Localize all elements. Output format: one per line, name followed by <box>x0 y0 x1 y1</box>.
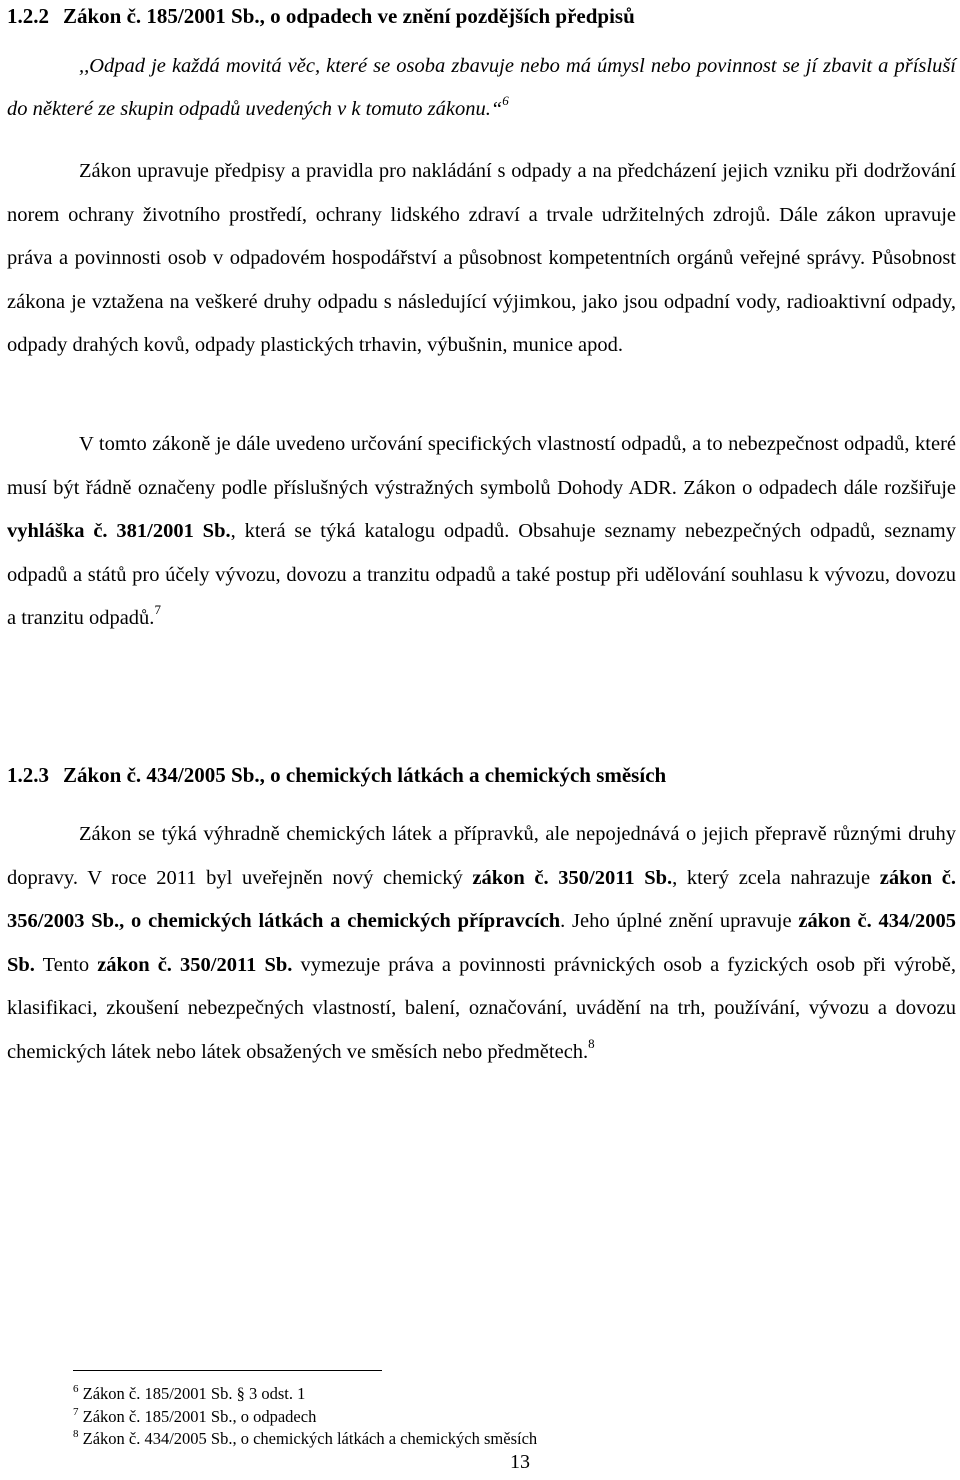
footnote-item <box>73 1383 537 1406</box>
quote-close: “ <box>490 98 503 120</box>
bold-law-reference: zákon č. 350/2011 Sb. <box>472 866 673 889</box>
section-heading-1-2-3 <box>7 763 666 788</box>
footnote-text: Zákon č. 185/2001 Sb., o odpadech <box>82 1406 317 1426</box>
paragraph-text: , který zcela nahrazuje <box>672 866 880 889</box>
law-subtitle: , o chemických látkách a chemických směsích <box>259 763 667 787</box>
page-number: 13 <box>510 1451 530 1473</box>
footnote-number: 6 <box>73 1383 79 1395</box>
footnote-number: 7 <box>73 1405 79 1418</box>
paragraph-text: Tento <box>34 953 98 976</box>
footnotes <box>73 1383 537 1451</box>
paragraph-text: , která se týká katalogu odpadů. Obsahuje seznamy nebezpečných odpadů, seznamy odpadů a států pro účely vývozu, dovozu a tranzitu odpadů a také postup při udělování souhlasu k vývozu, dovozu a tranzitu odpadů. <box>7 520 956 629</box>
footnote-text: Zákon č. 434/2005 Sb., o chemických látkách a chemických směsích <box>82 1429 538 1448</box>
paragraph-intro: Zákon upravuje předpisy a pravidla pro nakládání s odpady a na předcházení jejich vzniku při dodržování norem ochrany životního prostředí, ochrany lidského zdraví a trvale udržitelných zdrojů. Dále zákon upravuje práva a povinnosti osob v odpadovém hospodářství a působnost kompetentních orgánů veřejné správy. Působnost zákona je vztažena na veškeré druhy odpadu s následující výjimkou, jako jsou odpadní vody, radioaktivní odpady, odpady drahých kovů, odpady plastických trhavin, výbušnin, munice apod. <box>7 160 956 356</box>
footnote-separator <box>73 1370 382 1371</box>
law-subtitle: , o odpadech ve znění pozdějších předpisů <box>259 4 635 28</box>
quote-text: ,,Odpad je každá movitá věc, které se osoba zbavuje nebo má úmysl nebo povinnost se jí zbavit a přísluší do některé ze skupin odpadů uvedených v k tomuto zákonu. <box>7 55 956 120</box>
section-number: 1.2.2 <box>7 4 49 28</box>
footnote-ref-8[interactable]: 8 <box>588 1035 595 1051</box>
bold-law-reference: zákon č. 350/2011 Sb. <box>97 953 293 976</box>
paragraph-text: Zákon se týká výhradně chemických látek a přípravků, ale nepojednává o jejich přepravě různými druhy dopravy. V roce 2011 byl uveřejněn nový chemický <box>7 823 956 889</box>
paragraph-text: V tomto zákoně je dále uvedeno určování specifických vlastností odpadů, a to nebezpečnost odpadů, které musí být řádně označeny podle příslušných výstražných symbolů Dohody ADR. Zákon o odpadech dále rozšiřuje <box>7 433 956 499</box>
footnote-number: 8 <box>73 1428 79 1440</box>
bold-law-reference: zákon č. 434/2005 Sb. <box>7 910 957 976</box>
section-heading-1-2-2 <box>7 4 635 29</box>
section-number: 1.2.3 <box>7 763 49 787</box>
footnote-text: Zákon č. 185/2001 Sb. § 3 odst. 1 <box>82 1384 306 1403</box>
paragraph-text: . Jeho úplné znění upravuje <box>560 910 799 932</box>
footnote-ref-7[interactable]: 7 <box>154 602 161 617</box>
footnote-ref-6[interactable]: 6 <box>502 93 509 108</box>
footnote-item <box>73 1428 537 1451</box>
law-title: Zákon č. 434/2005 Sb. <box>63 763 260 787</box>
footnote-item <box>73 1406 537 1429</box>
paragraph-chemicals <box>7 813 956 1074</box>
paragraph-adr <box>7 423 956 641</box>
paragraph-text: vymezuje práva a povinnosti právnických osob a fyzických osob při výrobě, klasifikaci, zkoušení nebezpečných vlastností, balení, označování, uvádění na trh, používání, vývozu a dovozu chemických látek nebo látek obsažených ve směsích nebo předmětech. <box>7 953 957 1063</box>
law-title: Zákon č. 185/2001 Sb. <box>63 4 260 28</box>
bold-law-reference: zákon č. 356/2003 Sb., o chemických látkách a chemických přípravcích <box>7 866 957 932</box>
bold-law-reference: vyhláška č. 381/2001 Sb. <box>7 520 231 542</box>
definition-quote <box>7 45 956 131</box>
